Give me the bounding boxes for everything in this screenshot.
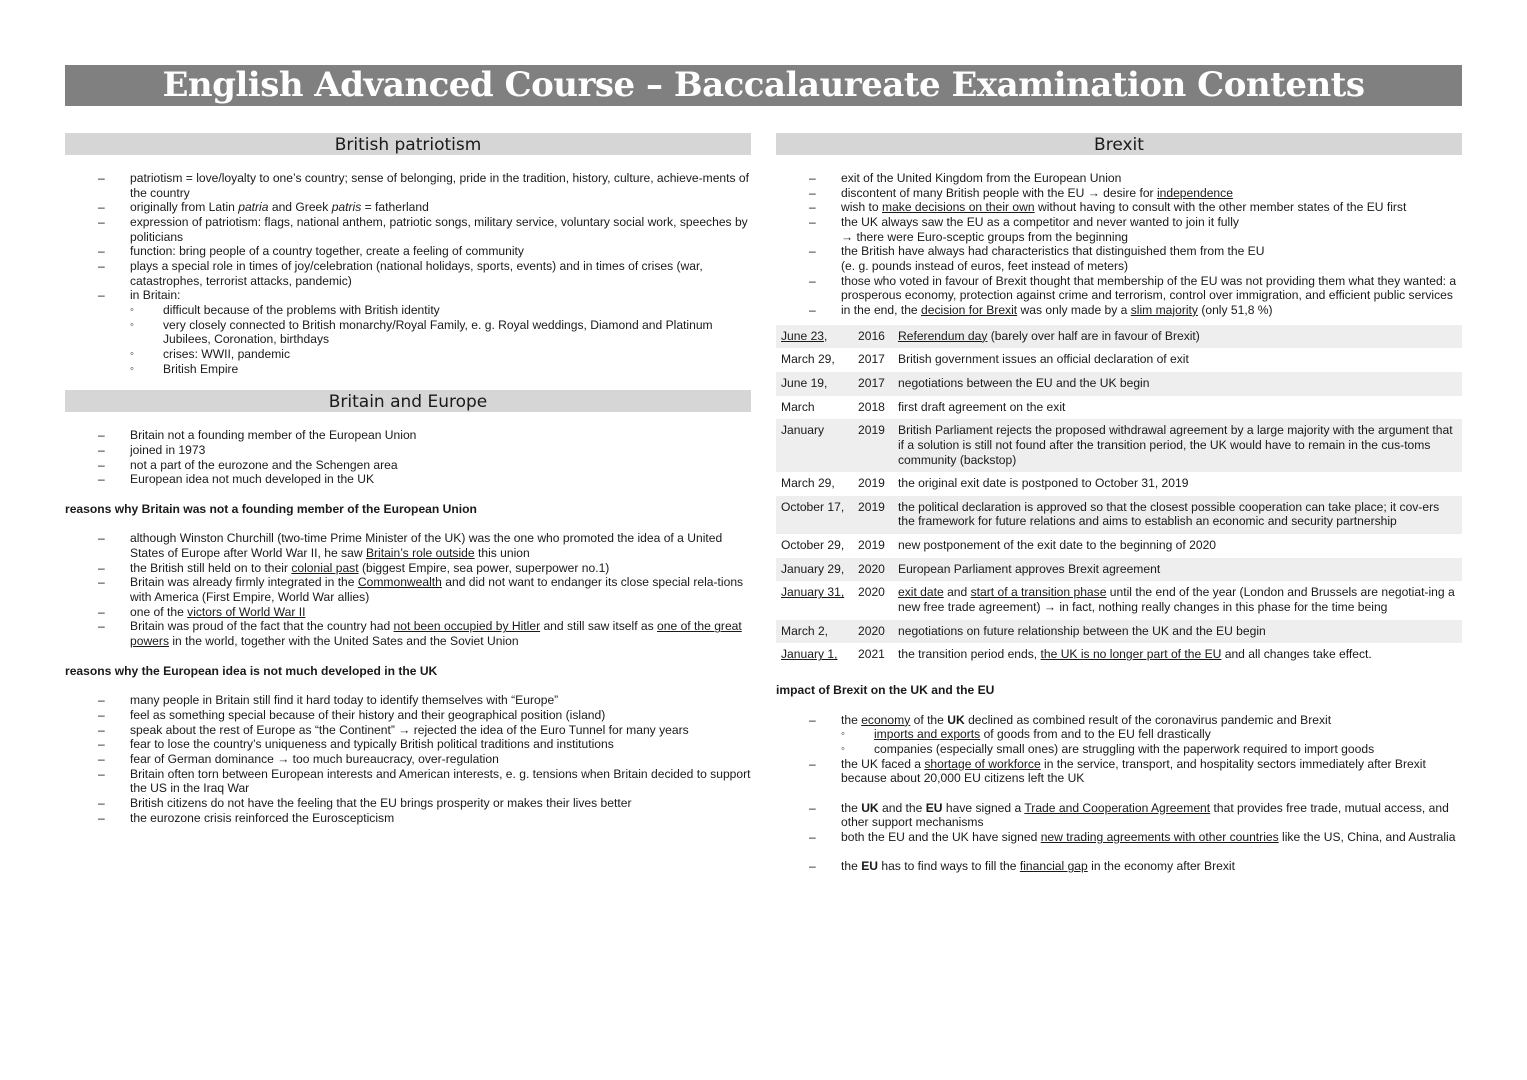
list-item: – the eurozone crisis reinforced the Euroscepticism — [65, 811, 751, 826]
list-item: – function: bring people of a country together, create a feeling of community — [65, 244, 751, 259]
timeline-year: 2020 — [858, 558, 898, 582]
timeline-year: 2021 — [858, 647, 885, 662]
list-item: – in Britain: ◦ difficult because of the problems with British identity ◦ very closely connected to British monarchy/Royal Family, e. g. Royal weddings, Diamond and Platinum Jubilees, Coronation, birthdays ◦ crises: WWII, pandemic ◦ British Empire — [65, 288, 751, 376]
table-row — [776, 325, 1462, 349]
table-row — [776, 419, 1462, 472]
list-item: – the economy of the UK declined as combined result of the coronavirus pandemic and Brexit ◦ imports and exports of goods from and to the EU fell drastically ◦ companies (especially small ones) are struggling with the paperwork required to import goods — [776, 713, 1462, 757]
brexit-timeline-table — [776, 325, 1462, 668]
timeline-date: January 29, — [776, 558, 858, 582]
list-item: – in the end, the decision for Brexit was only made by a slim majority (only 51,8 %) — [776, 303, 1462, 318]
timeline-date: October 29, — [781, 538, 845, 553]
sub-list-item: ◦ very closely connected to British monarchy/Royal Family, e. g. Royal weddings, Diamond and Platinum Jubilees, Coronation, birthdays — [130, 318, 751, 347]
timeline-event: Referendum day (barely over half are in favour of Brexit) — [898, 325, 1462, 349]
sub-list-item: ◦ crises: WWII, pandemic — [130, 347, 751, 362]
timeline-date: March 29, — [781, 476, 835, 491]
timeline-event: negotiations on future relationship between the UK and the EU begin — [898, 620, 1462, 644]
timeline-date: June 19, — [776, 372, 858, 396]
table-row — [776, 581, 1462, 619]
table-row — [776, 643, 1462, 667]
right-column — [776, 133, 1462, 874]
economy-sublist — [841, 727, 1462, 756]
timeline-year: 2020 — [858, 620, 898, 644]
sub-list-item: ◦ British Empire — [130, 362, 751, 377]
brexit-list — [776, 171, 1462, 318]
timeline-event: the political declaration is approved so that the closest possible cooperation can take place; it cov-ers the framework for future relations and aims to establish an economic and security partnership — [898, 496, 1462, 534]
timeline-date: January — [776, 419, 858, 472]
list-item: – speak about the rest of Europe as “the Continent” → rejected the idea of the Euro Tunnel for many years — [65, 723, 751, 738]
list-item: – expression of patriotism: flags, national anthem, patriotic songs, military service, voluntary social work, speeches by politicians — [65, 215, 751, 244]
list-item: – many people in Britain still find it hard today to identify themselves with “Europe” — [65, 693, 751, 708]
list-item: – the UK and the EU have signed a Trade and Cooperation Agreement that provides free trade, mutual access, and other support mechanisms — [776, 801, 1462, 830]
table-row — [776, 558, 1462, 582]
list-item: – not a part of the eurozone and the Schengen area — [65, 458, 751, 473]
timeline-year: 2019 — [858, 496, 898, 534]
sub-list-item: ◦ difficult because of the problems with British identity — [130, 303, 751, 318]
timeline-event: the transition period ends, the UK is no longer part of the EU and all changes take effect. — [898, 647, 1372, 662]
section-heading-patriotism: British patriotism — [65, 133, 751, 155]
table-row — [776, 534, 1462, 558]
table-row — [776, 348, 1462, 372]
timeline-date: October 17, — [776, 496, 858, 534]
timeline-date: March — [781, 399, 815, 414]
list-item: – joined in 1973 — [65, 443, 751, 458]
table-row — [776, 496, 1462, 534]
timeline-year: 2018 — [858, 399, 885, 414]
list-item: – the UK always saw the EU as a competitor and never wanted to join it fully → there were Euro-sceptic groups from the beginning — [776, 215, 1462, 244]
list-item: – patriotism = love/loyalty to one’s country; sense of belonging, pride in the tradition, history, culture, achieve-ments of the country — [65, 171, 751, 200]
impact-title: impact of Brexit on the UK and the EU — [776, 683, 995, 698]
timeline-year: 2017 — [858, 372, 898, 396]
sub-list-item: ◦ companies (especially small ones) are struggling with the paperwork required to import goods — [841, 742, 1462, 757]
list-item: – exit of the United Kingdom from the European Union — [776, 171, 1462, 186]
table-row — [776, 396, 1462, 420]
impact-list — [776, 713, 1462, 874]
timeline-event: negotiations between the EU and the UK begin — [898, 372, 1462, 396]
list-item: – the UK faced a shortage of workforce in the service, transport, and hospitality sectors immediately after Brexit because about 20,000 EU citizens left the UK — [776, 757, 1462, 786]
timeline-event: the original exit date is postponed to October 31, 2019 — [898, 476, 1189, 491]
list-item: – the EU has to find ways to fill the financial gap in the economy after Brexit — [776, 859, 1462, 874]
reasons-european-idea-list — [65, 693, 751, 825]
timeline-event: British Parliament rejects the proposed withdrawal agreement by a large majority with the argument that if a solution is still not found after the transition period, the UK would have to remain in the cus-toms community (backstop) — [898, 419, 1462, 472]
list-item: – Britain was proud of the fact that the country had not been occupied by Hitler and still saw itself as one of the great powers in the world, together with the United Sates and the Soviet Union — [65, 619, 751, 648]
list-item: – Britain often torn between European interests and American interests, e. g. tensions when Britain decided to support the US in the Iraq War — [65, 767, 751, 796]
table-row — [776, 620, 1462, 644]
timeline-date: June 23, — [781, 328, 828, 343]
timeline-date: March 29, — [781, 352, 835, 367]
timeline-date: March 2, — [776, 620, 858, 644]
europe-list — [65, 428, 751, 487]
list-item: – the British have always had characteristics that distinguished them from the EU (e. g. pounds instead of euros, feet instead of meters) — [776, 244, 1462, 273]
table-row — [776, 472, 1462, 496]
list-item: – fear of German dominance → too much bureaucracy, over-regulation — [65, 752, 751, 767]
list-item: – wish to make decisions on their own without having to consult with the other member states of the EU first — [776, 200, 1462, 215]
britain-sublist — [130, 303, 751, 376]
list-item: – although Winston Churchill (two-time Prime Minister of the UK) was the one who promoted the idea of a United States of Europe after World War II, he saw Britain’s role outside this union — [65, 531, 751, 560]
page-title-banner: English Advanced Course – Baccalaureate Examination Contents — [65, 65, 1462, 106]
timeline-year: 2016 — [858, 325, 898, 349]
list-item: – British citizens do not have the feeling that the EU brings prosperity or makes their lives better — [65, 796, 751, 811]
timeline-event: exit date and start of a transition phase until the end of the year (London and Brussels are negotiat-ing a new free trade agreement) → in fact, nothing really changes in this phase for the time being — [898, 585, 1455, 615]
timeline-year: 2017 — [858, 352, 885, 367]
sub-list-item: ◦ imports and exports of goods from and to the EU fell drastically — [841, 727, 1462, 742]
timeline-event: first draft agreement on the exit — [898, 399, 1066, 414]
reasons-not-founding-list — [65, 531, 751, 648]
list-item: – originally from Latin patria and Greek patris = fatherland — [65, 200, 751, 215]
patriotism-list — [65, 171, 751, 376]
timeline-year: 2019 — [858, 476, 885, 491]
timeline-year: 2020 — [858, 585, 885, 600]
list-item: – plays a special role in times of joy/celebration (national holidays, sports, events) and in times of crises (war, catastrophes, terrorist attacks, pandemic) — [65, 259, 751, 288]
list-item: – Britain was already firmly integrated in the Commonwealth and did not want to endanger its close special rela-tions with America (First Empire, World War allies) — [65, 575, 751, 604]
list-item: – Britain not a founding member of the European Union — [65, 428, 751, 443]
list-item: – discontent of many British people with the EU → desire for independence — [776, 186, 1462, 201]
timeline-year: 2019 — [858, 419, 898, 472]
list-item: – fear to lose the country’s uniqueness and typically British political traditions and institutions — [65, 737, 751, 752]
reasons-not-founding-title: reasons why Britain was not a founding member of the European Union — [65, 501, 477, 516]
table-row — [776, 372, 1462, 396]
timeline-date: January 31, — [781, 585, 845, 600]
section-heading-europe: Britain and Europe — [65, 390, 751, 412]
timeline-year: 2019 — [858, 538, 885, 553]
list-item: – those who voted in favour of Brexit thought that membership of the EU was not providing them what they wanted: a prosperous economy, protection against crime and terrorism, control over immigration, and efficient public services — [776, 274, 1462, 303]
list-item: – both the EU and the UK have signed new trading agreements with other countries like the US, China, and Australia — [776, 830, 1462, 845]
timeline-event: new postponement of the exit date to the beginning of 2020 — [898, 538, 1217, 553]
list-item: – the British still held on to their colonial past (biggest Empire, sea power, superpower no.1) — [65, 561, 751, 576]
left-column — [65, 133, 751, 825]
timeline-date: January 1, — [781, 647, 838, 662]
section-heading-brexit: Brexit — [776, 133, 1462, 155]
timeline-event: European Parliament approves Brexit agreement — [898, 558, 1462, 582]
list-item: – one of the victors of World War II — [65, 605, 751, 620]
reasons-european-idea-title: reasons why the European idea is not much developed in the UK — [65, 663, 438, 678]
list-item: – feel as something special because of their history and their geographical position (island) — [65, 708, 751, 723]
timeline-event: British government issues an official declaration of exit — [898, 352, 1189, 367]
list-item: – European idea not much developed in the UK — [65, 472, 751, 487]
